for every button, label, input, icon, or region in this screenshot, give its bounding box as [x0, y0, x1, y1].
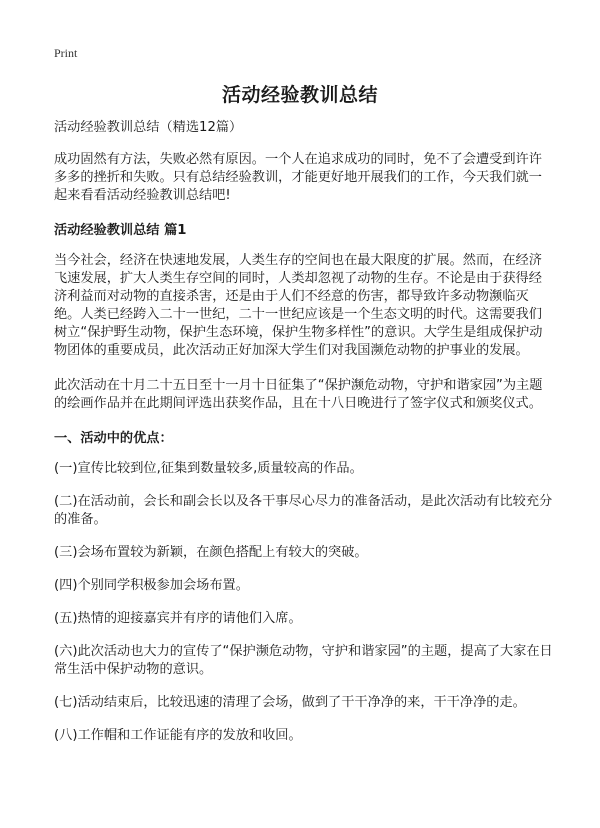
body-paragraph-2: 此次活动在十月二十五日至十一月十日征集了“保护濒危动物，守护和谐家园”为主题的绘画作品并在此期间评选出获奖作品，且在十八日晚进行了签字仪式和颁奖仪式。: [54, 378, 543, 411]
document-body: [54, 119, 554, 760]
list-item: (六)此次活动也大力的宣传了“保护濒危动物，守护和谐家园”的主题，提高了大家在日常生活中保护动物的意识。: [54, 644, 553, 677]
list-item: (八)工作帽和工作证能有序的发放和收回。: [54, 728, 302, 743]
list-item: (二)在活动前，会长和副会长以及各干事尽心尽力的准备活动，是此次活动有比较充分的准备。: [54, 494, 553, 527]
intro-paragraph: 成功固然有方法，失败必然有原因。一个人在追求成功的同时，免不了会遭受到许许多多的挫折和失败。只有总结经验教训，才能更好地开展我们的工作，今天我们就一起来看看活动经验教训总结吧!: [54, 152, 542, 203]
article-heading: 活动经验教训总结 篇1: [54, 223, 187, 238]
list-item: (七)活动结束后，比较迅速的清理了会场，做到了干干净净的来，干干净净的走。: [54, 695, 526, 710]
print-link[interactable]: Print: [54, 46, 78, 60]
list-item: (三)会场布置较为新颖，在颜色搭配上有较大的突破。: [54, 545, 368, 560]
page-title: 活动经验教训总结: [221, 84, 378, 106]
list-item: (四)个别同学积极参加会场布置。: [54, 578, 249, 593]
list-item: (五)热情的迎接嘉宾并有序的请他们入席。: [54, 611, 302, 626]
list-item: (一)宣传比较到位,征集到数量较多,质量较高的作品。: [54, 461, 363, 476]
section-heading-advantages: 一、活动中的优点：: [54, 431, 173, 446]
body-paragraph-1: 当今社会，经济在快速地发展，人类生存的空间也在最大限度的扩展。然而，在经济飞速发展，扩大人类生存空间的同时，人类却忽视了动物的生存。不论是由于获得经济利益而对动物的直接杀害，还是由于人们不经意的伤害，都导致许多动物濒临灭绝。人类已经跨入二十一世纪，二十一世纪应该是一个生态文明的时代。这需要我们树立“保护野生动物，保护生态环境，保护生物多样性”的意识。大学生是组成保护动物团体的重要成员，此次活动正好加深大学生们对我国濒危动物的护事业的发展。: [54, 253, 543, 358]
document-subtitle: 活动经验教训总结（精选12篇）: [54, 120, 243, 135]
